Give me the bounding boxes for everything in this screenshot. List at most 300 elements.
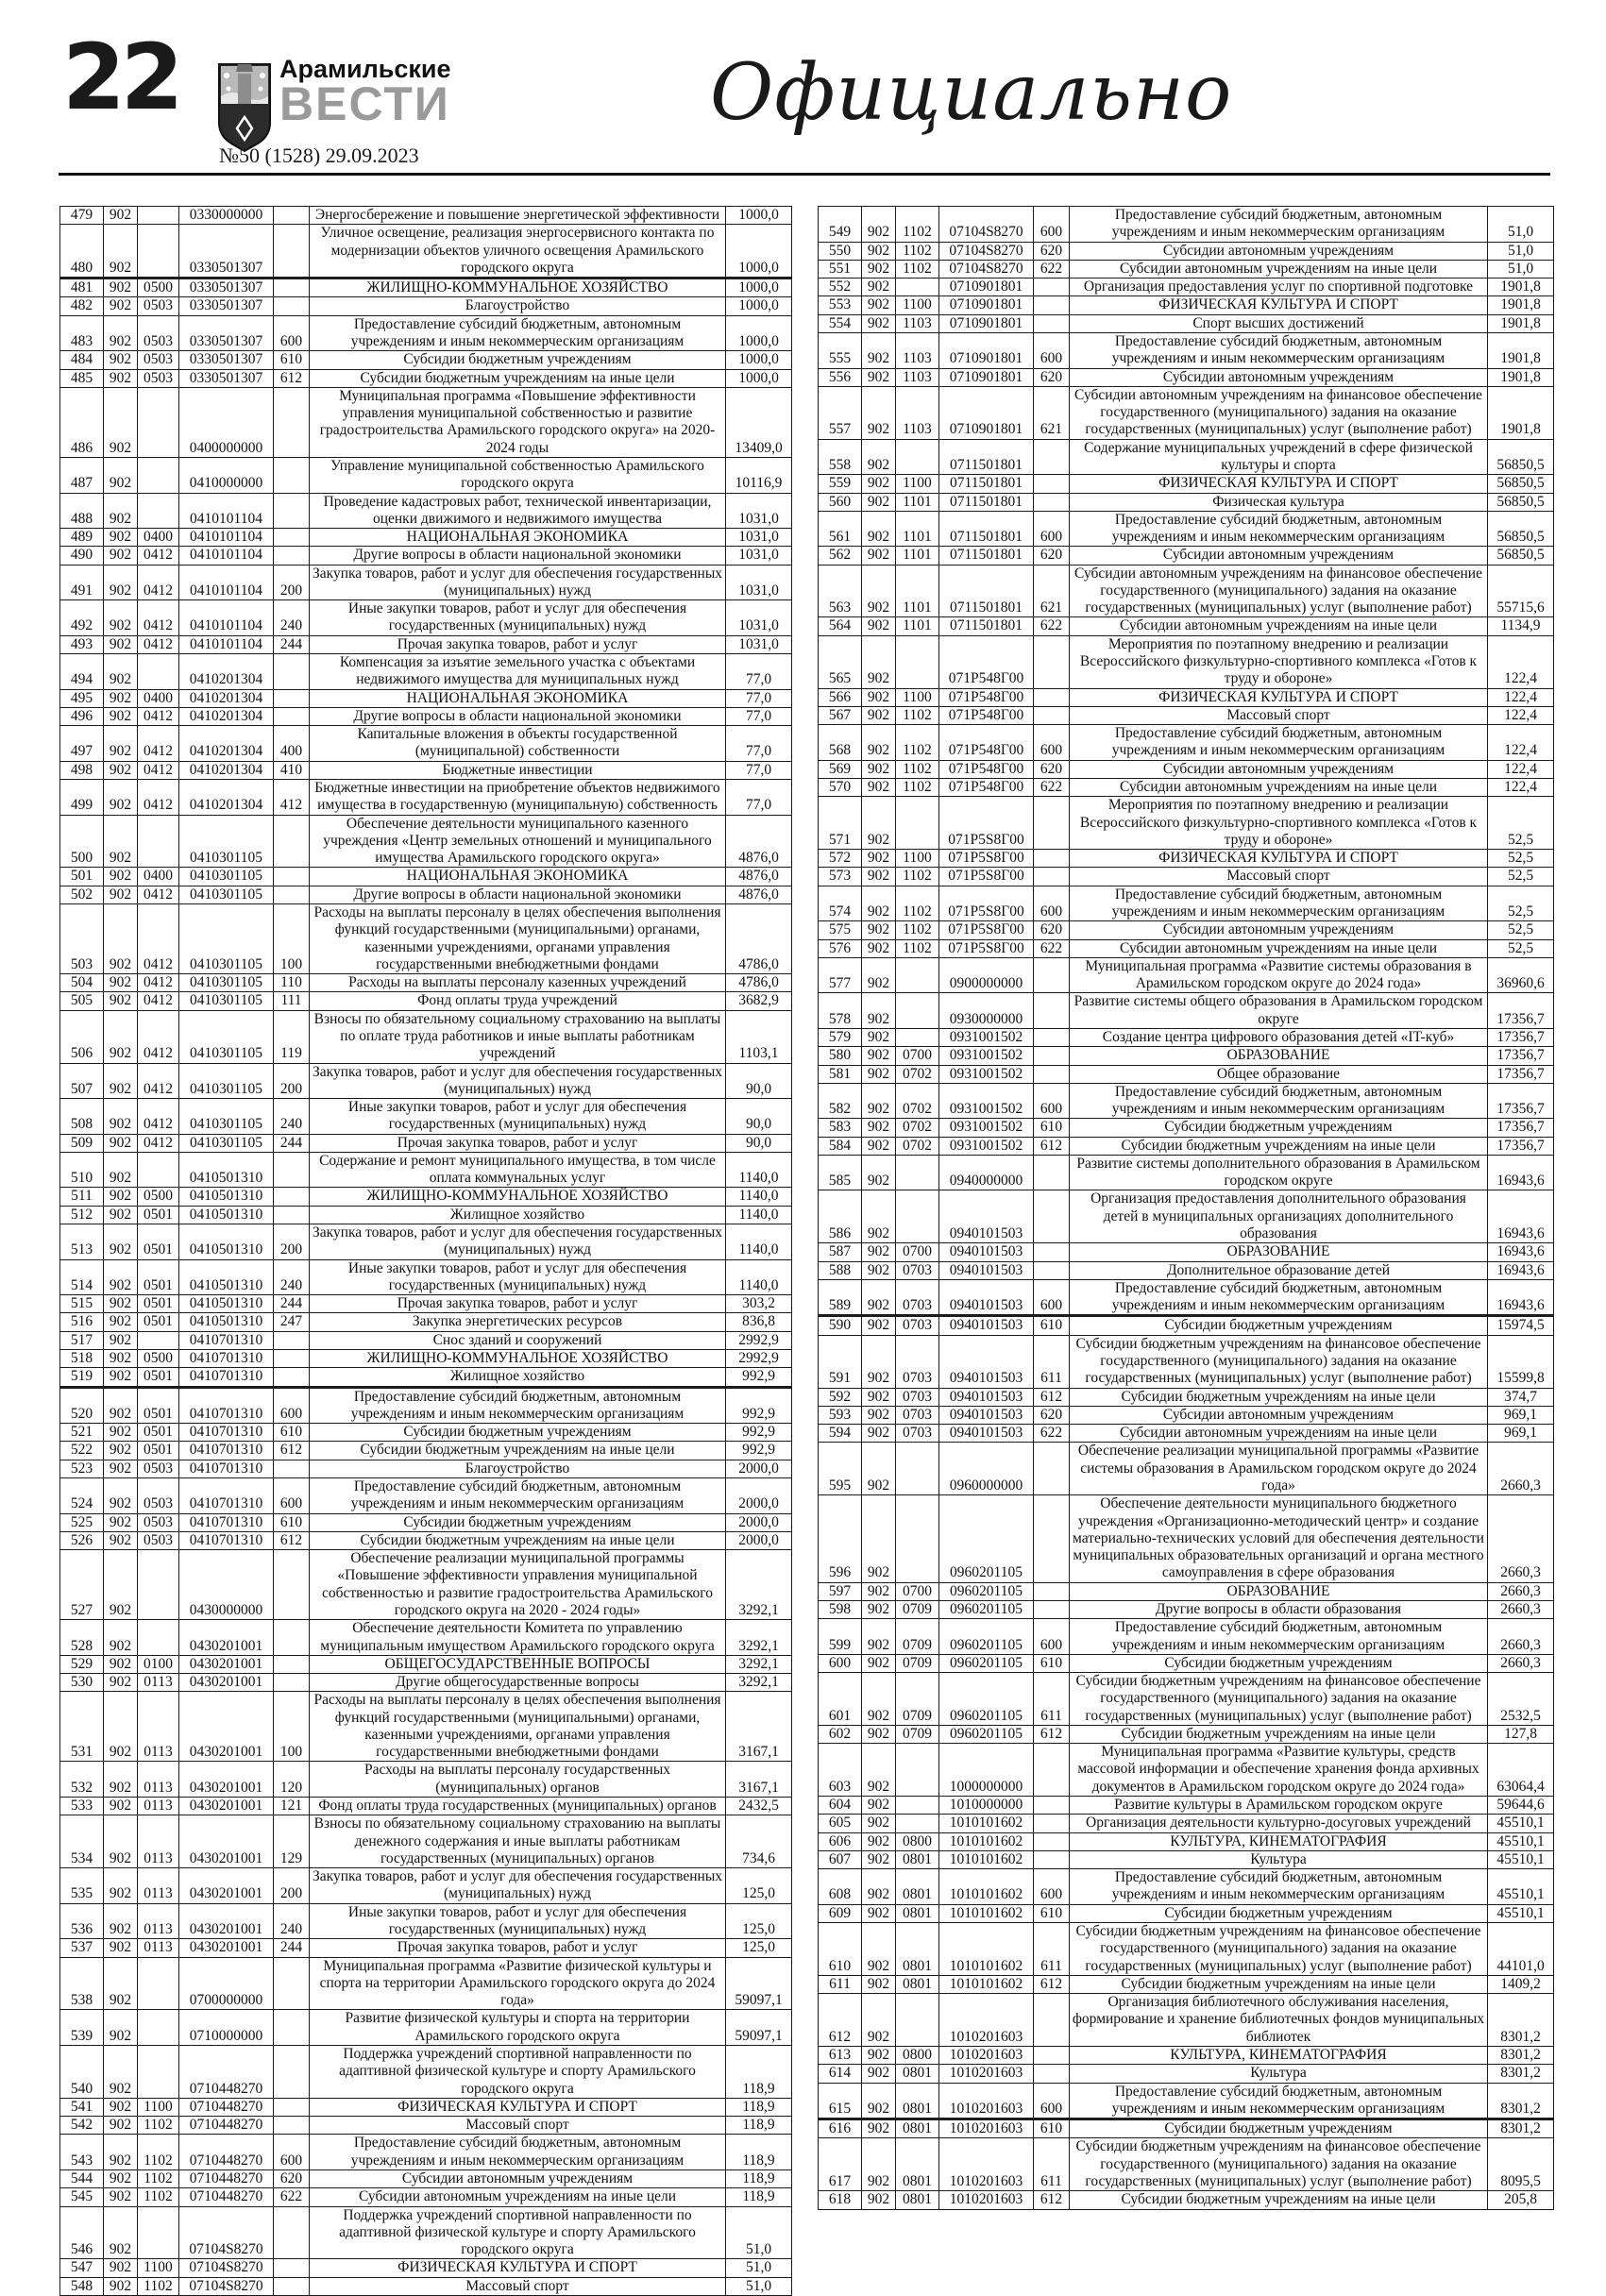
row-number-cell: 563 (819, 565, 862, 617)
grbs-code-cell: 902 (104, 2259, 138, 2277)
table-row (60, 654, 792, 690)
grbs-code-cell: 902 (104, 886, 138, 903)
section-code-cell: 1101 (896, 547, 939, 565)
table-row (60, 1350, 792, 1368)
grbs-code-cell: 902 (104, 297, 138, 315)
table-row (60, 547, 792, 565)
table-row (60, 1477, 792, 1513)
section-code-cell (896, 1028, 939, 1046)
name-cell: Расходы на выплаты персоналу казенных учреждений (310, 974, 726, 992)
name-cell: Массовый спорт (1070, 868, 1488, 886)
table-row (60, 2206, 792, 2259)
grbs-code-cell: 902 (862, 1425, 896, 1443)
expense-type-cell: 111 (274, 992, 310, 1010)
name-cell: Иные закупки товаров, работ и услуг для обеспечения государственных (муниципальных) нужд (310, 1259, 726, 1295)
amount-cell: 125,0 (726, 1868, 792, 1904)
row-number-cell: 507 (60, 1063, 104, 1099)
table-row (60, 1798, 792, 1815)
expense-type-cell (274, 654, 310, 690)
name-cell: Закупка товаров, работ и услуг для обеспечения государственных (муниципальных) нужд (310, 1063, 726, 1099)
amount-cell: 51,0 (726, 2206, 792, 2259)
target-article-cell: 0710901801 (939, 314, 1034, 332)
section-code-cell (896, 1443, 939, 1495)
expense-type-cell: 610 (1034, 1316, 1070, 1335)
expense-type-cell: 610 (1034, 1904, 1070, 1922)
amount-cell: 2432,5 (726, 1798, 792, 1815)
expense-type-cell: 612 (1034, 1725, 1070, 1743)
table-row (60, 279, 792, 297)
section-code-cell: 0412 (138, 903, 179, 973)
table-row (819, 1261, 1554, 1279)
row-number-cell: 509 (60, 1134, 104, 1152)
amount-cell: 59644,6 (1488, 1797, 1554, 1815)
row-number-cell: 570 (819, 779, 862, 797)
row-number-cell: 481 (60, 279, 104, 297)
expense-type-cell (274, 868, 310, 886)
table-row (819, 279, 1554, 296)
target-article-cell: 1000000000 (939, 1744, 1034, 1797)
name-cell: Бюджетные инвестиции на приобретение объектов недвижимого имущества в государственную (муниципальную) собственность (310, 780, 726, 816)
section-code-cell: 0703 (896, 1316, 939, 1335)
target-article-cell: 0931001502 (939, 1065, 1034, 1083)
amount-cell: 51,0 (726, 2277, 792, 2295)
row-number-cell: 608 (819, 1869, 862, 1905)
masthead-text (279, 55, 451, 130)
amount-cell: 992,9 (726, 1368, 792, 1387)
grbs-code-cell: 902 (104, 279, 138, 297)
amount-cell: 45510,1 (1488, 1850, 1554, 1868)
name-cell: Закупка товаров, работ и услуг для обеспечения государственных (муниципальных) нужд (310, 1868, 726, 1904)
table-row (819, 725, 1554, 761)
row-number-cell: 617 (819, 2138, 862, 2191)
name-cell: Предоставление субсидий бюджетным, автономным учреждениям и иным некоммерческим организациям (1070, 1869, 1488, 1905)
section-code-cell: 0703 (896, 1388, 939, 1406)
table-row (819, 1832, 1554, 1850)
table-row (60, 1224, 792, 1260)
name-cell: Субсидии автономным учреждениям на иные цели (1070, 779, 1488, 797)
aramil-coat-of-arms-icon (217, 62, 272, 153)
amount-cell: 52,5 (1488, 797, 1554, 850)
row-number-cell: 503 (60, 903, 104, 973)
expense-type-cell: 600 (1034, 1619, 1070, 1655)
table-row (60, 815, 792, 868)
header-divider-rule (59, 173, 1550, 176)
section-code-cell: 0113 (138, 1692, 179, 1762)
row-number-cell: 511 (60, 1188, 104, 1206)
target-article-cell: 0410201304 (179, 689, 274, 707)
name-cell: Закупка товаров, работ и услуг для обеспечения государственных (муниципальных) нужд (310, 1224, 726, 1260)
table-row (819, 1137, 1554, 1155)
expense-type-cell: 240 (274, 600, 310, 636)
amount-cell: 4876,0 (726, 815, 792, 868)
amount-cell: 1901,8 (1488, 386, 1554, 439)
grbs-code-cell: 902 (104, 600, 138, 636)
name-cell: Дополнительное образование детей (1070, 1261, 1488, 1279)
grbs-code-cell: 902 (862, 868, 896, 886)
row-number-cell: 499 (60, 780, 104, 816)
target-article-cell: 1010101602 (939, 1832, 1034, 1850)
expense-type-cell: 610 (1034, 2119, 1070, 2138)
name-cell: Закупка энергетических ресурсов (310, 1313, 726, 1331)
expense-type-cell: 610 (274, 1513, 310, 1531)
expense-type-cell: 600 (274, 315, 310, 351)
section-code-cell: 0113 (138, 1868, 179, 1904)
section-code-cell: 0702 (896, 1083, 939, 1119)
table-row (60, 1331, 792, 1349)
table-row (60, 225, 792, 279)
grbs-code-cell: 902 (862, 850, 896, 868)
row-number-cell: 524 (60, 1477, 104, 1513)
grbs-code-cell: 902 (862, 1869, 896, 1905)
amount-cell: 8301,2 (1488, 1994, 1554, 2047)
section-code-cell (896, 1744, 939, 1797)
section-code-cell: 1102 (896, 725, 939, 761)
amount-cell: 1103,1 (726, 1010, 792, 1063)
name-cell: Организация библиотечного обслуживания населения, формирование и хранение библиотечных фондов муниципальных библиотек (1070, 1994, 1488, 2047)
target-article-cell: 0430201001 (179, 1655, 274, 1673)
table-row (819, 1190, 1554, 1243)
expense-type-cell (1034, 1243, 1070, 1261)
grbs-code-cell: 902 (862, 1083, 896, 1119)
expense-type-cell (274, 457, 310, 493)
name-cell: Мероприятия по поэтапному внедрению и реализации Всероссийского физкультурно-спортивного комплекса «Готов к труду и обороне» (1070, 635, 1488, 688)
section-code-cell: 0501 (138, 1295, 179, 1313)
name-cell: Предоставление субсидий бюджетным, автономным учреждениям и иным некоммерческим организациям (310, 1477, 726, 1513)
amount-cell: 2000,0 (726, 1531, 792, 1549)
name-cell: Субсидии автономным учреждениям (310, 2169, 726, 2187)
grbs-code-cell: 902 (104, 2045, 138, 2098)
expense-type-cell (274, 1957, 310, 2010)
expense-type-cell: 620 (274, 2169, 310, 2187)
section-code-cell: 0703 (896, 1406, 939, 1424)
section-code-cell (138, 1152, 179, 1188)
expense-type-cell (274, 493, 310, 529)
section-code-cell (896, 957, 939, 993)
row-number-cell: 532 (60, 1762, 104, 1798)
target-article-cell: 0960201105 (939, 1654, 1034, 1672)
target-article-cell: 0330501307 (179, 315, 274, 351)
grbs-code-cell: 902 (104, 1134, 138, 1152)
amount-cell: 2660,3 (1488, 1495, 1554, 1582)
amount-cell: 8301,2 (1488, 2119, 1554, 2138)
expense-type-cell (274, 886, 310, 903)
amount-cell: 16943,6 (1488, 1243, 1554, 1261)
row-number-cell: 551 (819, 260, 862, 278)
table-row (60, 2277, 792, 2295)
amount-cell: 17356,7 (1488, 1137, 1554, 1155)
section-code-cell: 0801 (896, 1904, 939, 1922)
amount-cell: 118,9 (726, 2169, 792, 2187)
expense-type-cell: 200 (274, 1224, 310, 1260)
section-code-cell (138, 457, 179, 493)
amount-cell: 16943,6 (1488, 1279, 1554, 1316)
row-number-cell: 538 (60, 1957, 104, 2010)
row-number-cell: 610 (819, 1923, 862, 1976)
section-code-cell: 1102 (138, 2135, 179, 2170)
amount-cell: 77,0 (726, 707, 792, 725)
target-article-cell: 0410101104 (179, 565, 274, 600)
name-cell: Благоустройство (310, 1460, 726, 1477)
name-cell: Предоставление субсидий бюджетным, автономным учреждениям и иным некоммерческим организациям (1070, 1279, 1488, 1316)
expense-type-cell (274, 1152, 310, 1188)
grbs-code-cell: 902 (104, 1387, 138, 1424)
expense-type-cell: 244 (274, 635, 310, 653)
section-code-cell: 0700 (896, 1243, 939, 1261)
name-cell: Субсидии бюджетным учреждениям на иные цели (1070, 2191, 1488, 2209)
amount-cell: 992,9 (726, 1442, 792, 1460)
grbs-code-cell: 902 (862, 1975, 896, 1993)
grbs-code-cell: 902 (104, 457, 138, 493)
name-cell: Прочая закупка товаров, работ и услуг (310, 1295, 726, 1313)
target-article-cell: 07104S8270 (939, 242, 1034, 260)
section-code-cell: 1100 (138, 2259, 179, 2277)
amount-cell: 1901,8 (1488, 279, 1554, 296)
table-row (819, 1243, 1554, 1261)
amount-cell: 2660,3 (1488, 1654, 1554, 1672)
table-row (60, 369, 792, 387)
amount-cell: 51,0 (726, 2259, 792, 2277)
grbs-code-cell: 902 (104, 225, 138, 279)
amount-cell: 3292,1 (726, 1620, 792, 1656)
section-code-cell: 1102 (138, 2117, 179, 2135)
table-row (819, 565, 1554, 617)
section-code-cell: 0801 (896, 2191, 939, 2209)
grbs-code-cell: 902 (104, 1620, 138, 1656)
table-row (60, 387, 792, 457)
section-code-cell (138, 1331, 179, 1349)
name-cell: ФИЗИЧЕСКАЯ КУЛЬТУРА И СПОРТ (1070, 688, 1488, 706)
target-article-cell: 0410201304 (179, 707, 274, 725)
table-row (60, 1513, 792, 1531)
section-code-cell: 0801 (896, 1923, 939, 1976)
target-article-cell: 0330501307 (179, 279, 274, 297)
section-code-cell (896, 1495, 939, 1582)
grbs-code-cell: 902 (862, 1582, 896, 1600)
target-article-cell: 0960201105 (939, 1495, 1034, 1582)
table-row (60, 707, 792, 725)
table-row (60, 1442, 792, 1460)
grbs-code-cell: 902 (862, 1725, 896, 1743)
amount-cell: 52,5 (1488, 939, 1554, 957)
expense-type-cell: 600 (1034, 1083, 1070, 1119)
target-article-cell: 0710448270 (179, 2188, 274, 2206)
target-article-cell: 0960201105 (939, 1619, 1034, 1655)
expense-type-cell (1034, 1443, 1070, 1495)
grbs-code-cell: 902 (104, 351, 138, 369)
row-number-cell: 479 (60, 207, 104, 225)
target-article-cell: 0940101503 (939, 1243, 1034, 1261)
table-row (60, 1206, 792, 1224)
amount-cell: 90,0 (726, 1134, 792, 1152)
table-row (819, 493, 1554, 511)
amount-cell: 2992,9 (726, 1350, 792, 1368)
row-number-cell: 486 (60, 387, 104, 457)
target-article-cell: 0410301105 (179, 903, 274, 973)
target-article-cell: 0931001502 (939, 1137, 1034, 1155)
target-article-cell: 1010201603 (939, 2138, 1034, 2191)
target-article-cell: 0930000000 (939, 993, 1034, 1029)
row-number-cell: 520 (60, 1387, 104, 1424)
row-number-cell: 487 (60, 457, 104, 493)
row-number-cell: 569 (819, 760, 862, 778)
expense-type-cell: 611 (1034, 2138, 1070, 2191)
name-cell: КУЛЬТУРА, КИНЕМАТОГРАФИЯ (1070, 2046, 1488, 2064)
target-article-cell: 0430201001 (179, 1620, 274, 1656)
target-article-cell: 0410501310 (179, 1313, 274, 1331)
table-row (819, 260, 1554, 278)
expense-type-cell: 129 (274, 1815, 310, 1868)
expense-type-cell: 622 (1034, 1425, 1070, 1443)
row-number-cell: 496 (60, 707, 104, 725)
target-article-cell: 0710000000 (179, 2010, 274, 2046)
row-number-cell: 615 (819, 2083, 862, 2119)
expense-type-cell: 611 (1034, 1335, 1070, 1388)
target-article-cell: 0410701310 (179, 1460, 274, 1477)
row-number-cell: 540 (60, 2045, 104, 2098)
section-code-cell (138, 2045, 179, 2098)
name-cell: Организация деятельности культурно-досуговых учреждений (1070, 1815, 1488, 1832)
amount-cell: 836,8 (726, 1313, 792, 1331)
section-code-cell: 0702 (896, 1065, 939, 1083)
table-row (819, 207, 1554, 243)
amount-cell: 16943,6 (1488, 1190, 1554, 1243)
budget-table-body-right (819, 207, 1554, 2210)
name-cell: НАЦИОНАЛЬНАЯ ЭКОНОМИКА (310, 868, 726, 886)
amount-cell: 992,9 (726, 1387, 792, 1424)
section-code-cell (896, 993, 939, 1029)
section-code-cell (138, 654, 179, 690)
expense-type-cell: 620 (1034, 242, 1070, 260)
row-number-cell: 584 (819, 1137, 862, 1155)
masthead-title-bottom: ВЕСТИ (279, 77, 450, 130)
expense-type-cell: 120 (274, 1762, 310, 1798)
amount-cell: 17356,7 (1488, 993, 1554, 1029)
table-row (60, 2169, 792, 2187)
expense-type-cell: 240 (274, 1903, 310, 1939)
amount-cell: 15599,8 (1488, 1335, 1554, 1388)
name-cell: Создание центра цифрового образования детей «IT-куб» (1070, 1028, 1488, 1046)
target-article-cell: 0410301105 (179, 1010, 274, 1063)
target-article-cell: 0711501801 (939, 511, 1034, 547)
name-cell: Расходы на выплаты персоналу в целях обеспечения выполнения функций государственными (муниципальными) органами, казенными учреждениями, органами управления государственными внебюджетными фондами (310, 1692, 726, 1762)
row-number-cell: 592 (819, 1388, 862, 1406)
name-cell: Организация предоставления услуг по спортивной подготовке (1070, 279, 1488, 296)
amount-cell: 3167,1 (726, 1762, 792, 1798)
section-code-cell: 0500 (138, 1350, 179, 1368)
grbs-code-cell: 902 (862, 368, 896, 386)
target-article-cell: 0330501307 (179, 297, 274, 315)
amount-cell: 45510,1 (1488, 1869, 1554, 1905)
amount-cell: 1140,0 (726, 1224, 792, 1260)
table-row (60, 1531, 792, 1549)
table-row (819, 1797, 1554, 1815)
section-code-cell: 1102 (896, 921, 939, 939)
name-cell: Другие общегосударственные вопросы (310, 1674, 726, 1692)
target-article-cell: 0430201001 (179, 1762, 274, 1798)
section-code-cell: 1100 (896, 850, 939, 868)
section-code-cell: 0412 (138, 974, 179, 992)
amount-cell: 4786,0 (726, 974, 792, 992)
expense-type-cell (274, 2117, 310, 2135)
name-cell: Субсидии автономным учреждениям (1070, 921, 1488, 939)
table-row (819, 2138, 1554, 2191)
name-cell: Субсидии бюджетным учреждениям на иные цели (1070, 1388, 1488, 1406)
table-row (60, 1692, 792, 1762)
section-code-cell (896, 1994, 939, 2047)
row-number-cell: 616 (819, 2119, 862, 2138)
grbs-code-cell: 902 (104, 369, 138, 387)
section-code-cell: 0703 (896, 1261, 939, 1279)
grbs-code-cell: 902 (862, 2083, 896, 2119)
grbs-code-cell: 902 (862, 957, 896, 993)
target-article-cell: 0410701310 (179, 1442, 274, 1460)
section-title: Официально (710, 48, 1233, 138)
name-cell: Уличное освещение, реализация энергосервисного контакта по модернизации объектов уличного освещения Арамильского городского округа (310, 225, 726, 279)
table-row (60, 1674, 792, 1692)
amount-cell: 1031,0 (726, 547, 792, 565)
row-number-cell: 618 (819, 2191, 862, 2209)
expense-type-cell (274, 2259, 310, 2277)
amount-cell: 1031,0 (726, 529, 792, 547)
row-number-cell: 572 (819, 850, 862, 868)
target-article-cell: 0410501310 (179, 1188, 274, 1206)
expense-type-cell: 600 (1034, 511, 1070, 547)
table-row (819, 2065, 1554, 2083)
name-cell: Обеспечение деятельности муниципального казенного учреждения «Центр земельных отношений и муниципального имущества Арамильского городского округа» (310, 815, 726, 868)
expense-type-cell (274, 387, 310, 457)
expense-type-cell (274, 547, 310, 565)
target-article-cell: 0430201001 (179, 1798, 274, 1815)
name-cell: Субсидии автономным учреждениям на иные цели (1070, 617, 1488, 635)
expense-type-cell: 400 (274, 726, 310, 762)
row-number-cell: 543 (60, 2135, 104, 2170)
row-number-cell: 549 (819, 207, 862, 243)
amount-cell: 3292,1 (726, 1674, 792, 1692)
row-number-cell: 488 (60, 493, 104, 529)
table-row (819, 314, 1554, 332)
table-row (819, 1028, 1554, 1046)
name-cell: Субсидии автономным учреждениям на иные цели (310, 2188, 726, 2206)
amount-cell: 56850,5 (1488, 475, 1554, 493)
name-cell: Предоставление субсидий бюджетным, автономным учреждениям и иным некоммерческим организациям (1070, 1083, 1488, 1119)
table-row (819, 868, 1554, 886)
row-number-cell: 598 (819, 1600, 862, 1618)
grbs-code-cell: 902 (862, 332, 896, 368)
name-cell: Другие вопросы в области образования (1070, 1600, 1488, 1618)
table-row (819, 1047, 1554, 1065)
expense-type-cell (274, 707, 310, 725)
row-number-cell: 550 (819, 242, 862, 260)
table-row (819, 957, 1554, 993)
expense-type-cell (1034, 1495, 1070, 1582)
name-cell: НАЦИОНАЛЬНАЯ ЭКОНОМИКА (310, 689, 726, 707)
section-code-cell: 1102 (138, 2188, 179, 2206)
table-row (819, 1600, 1554, 1618)
section-code-cell: 0412 (138, 600, 179, 636)
name-cell: Предоставление субсидий бюджетным, автономным учреждениям и иным некоммерческим организациям (310, 1387, 726, 1424)
table-row (819, 1425, 1554, 1443)
grbs-code-cell: 902 (862, 688, 896, 706)
amount-cell: 3292,1 (726, 1550, 792, 1620)
target-article-cell: 07104S8270 (179, 2277, 274, 2295)
target-article-cell: 0940101503 (939, 1261, 1034, 1279)
section-code-cell: 0700 (896, 1047, 939, 1065)
target-article-cell: 0330000000 (179, 207, 274, 225)
target-article-cell: 071P548Г00 (939, 725, 1034, 761)
expense-type-cell (1034, 1028, 1070, 1046)
row-number-cell: 596 (819, 1495, 862, 1582)
expense-type-cell: 612 (274, 1531, 310, 1549)
